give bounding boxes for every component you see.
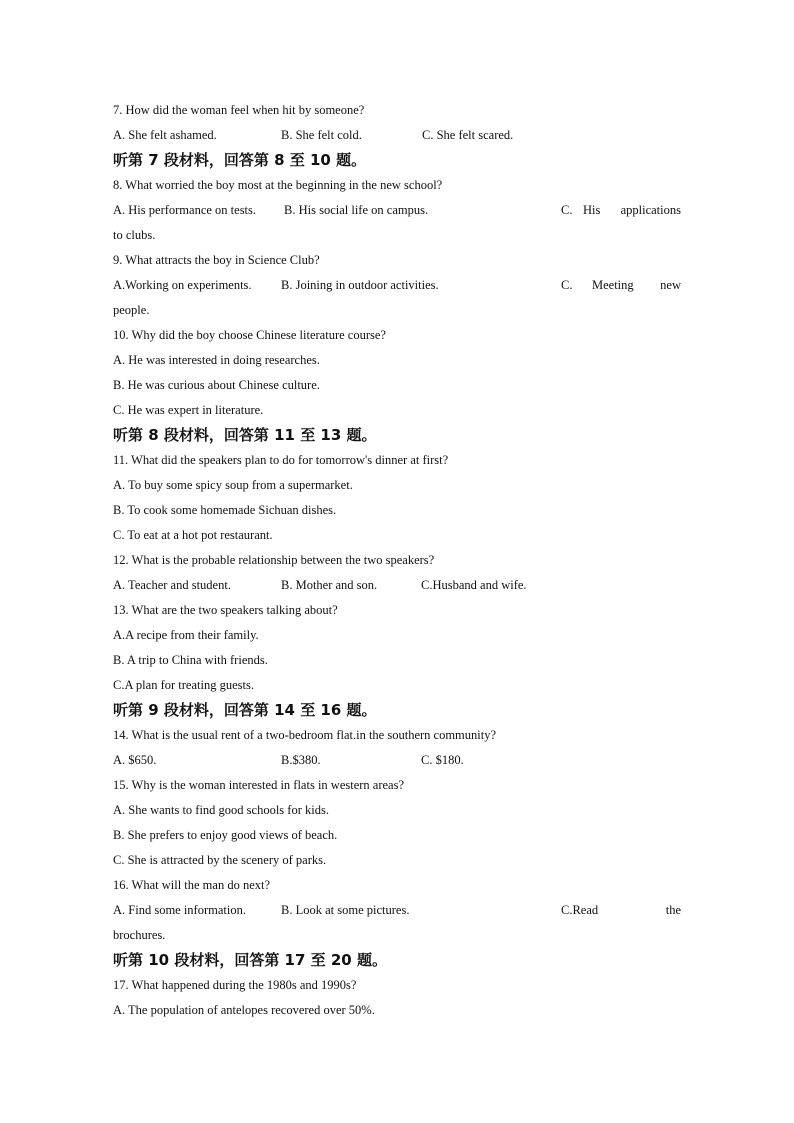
option-c: C. She is attracted by the scenery of parks.: [113, 853, 327, 867]
option-b: B. Look at some pictures.: [281, 903, 410, 917]
option-b: B.$380.: [281, 753, 321, 767]
question-7: 7. How did the woman feel when hit by someone?: [113, 103, 365, 117]
option-b: B. He was curious about Chinese culture.: [113, 378, 320, 392]
option-c: C.Husband and wife.: [421, 578, 527, 592]
exam-page: [113, 98, 681, 1023]
option-c-continued: brochures.: [113, 928, 166, 942]
question-14: 14. What is the usual rent of a two-bedroom flat.in the southern community?: [113, 728, 497, 742]
option-b: B. A trip to China with friends.: [113, 653, 268, 667]
option-c: C.: [561, 278, 573, 292]
question-8-options: [113, 198, 681, 223]
option-c-continued: people.: [113, 303, 150, 317]
option-c-word: His: [583, 203, 601, 217]
option-b: B. Joining in outdoor activities.: [281, 278, 439, 292]
option-c: C. To eat at a hot pot restaurant.: [113, 528, 273, 542]
question-15: 15. Why is the woman interested in flats in western areas?: [113, 778, 405, 792]
section-heading-9: 听第 9 段材料，回答第 14 至 16 题。: [113, 701, 377, 719]
section-heading-8: 听第 8 段材料，回答第 11 至 13 题。: [113, 426, 377, 444]
option-c: C. She felt scared.: [422, 128, 514, 142]
option-c: C. He was expert in literature.: [113, 403, 264, 417]
option-b: B. She felt cold.: [281, 128, 362, 142]
option-a: A. He was interested in doing researches.: [113, 353, 320, 367]
option-a: A. She felt ashamed.: [113, 128, 217, 142]
option-a: A. Teacher and student.: [113, 578, 231, 592]
option-a: A. To buy some spicy soup from a supermarket.: [113, 478, 353, 492]
option-a: A. She wants to find good schools for kids.: [113, 803, 329, 817]
question-12-options: [113, 573, 681, 598]
question-17: 17. What happened during the 1980s and 1990s?: [113, 978, 357, 992]
question-13: 13. What are the two speakers talking about?: [113, 603, 338, 617]
option-c-word: new: [660, 278, 681, 292]
option-b: B. His social life on campus.: [284, 203, 429, 217]
question-9-options: [113, 273, 681, 298]
question-8: 8. What worried the boy most at the beginning in the new school?: [113, 178, 443, 192]
section-heading-7: 听第 7 段材料，回答第 8 至 10 题。: [113, 151, 367, 169]
question-12: 12. What is the probable relationship between the two speakers?: [113, 553, 435, 567]
option-a: A. His performance on tests.: [113, 203, 257, 217]
option-b: B. To cook some homemade Sichuan dishes.: [113, 503, 337, 517]
question-16-options: [113, 898, 681, 923]
question-11: 11. What did the speakers plan to do for tomorrow's dinner at first?: [113, 453, 449, 467]
option-a: A. The population of antelopes recovered over 50%.: [113, 1003, 375, 1017]
option-a: A.A recipe from their family.: [113, 628, 259, 642]
option-b: B. Mother and son.: [281, 578, 378, 592]
section-heading-10: 听第 10 段材料，回答第 17 至 20 题。: [113, 951, 387, 969]
option-c: C.A plan for treating guests.: [113, 678, 254, 692]
question-7-options: [113, 123, 681, 148]
question-10: 10. Why did the boy choose Chinese literature course?: [113, 328, 386, 342]
option-c-continued: to clubs.: [113, 228, 156, 242]
option-a: A. $650.: [113, 753, 157, 767]
option-c: C. $180.: [421, 753, 464, 767]
option-c: C.Read: [561, 903, 599, 917]
option-c-word: the: [665, 903, 681, 917]
question-14-options: [113, 748, 681, 773]
question-16: 16. What will the man do next?: [113, 878, 271, 892]
option-c-word: applications: [620, 203, 681, 217]
option-a: A.Working on experiments.: [113, 278, 252, 292]
option-c: C.: [561, 203, 573, 217]
option-c-word: Meeting: [592, 278, 634, 292]
question-9: 9. What attracts the boy in Science Club?: [113, 253, 320, 267]
option-b: B. She prefers to enjoy good views of beach.: [113, 828, 338, 842]
option-a: A. Find some information.: [113, 903, 246, 917]
